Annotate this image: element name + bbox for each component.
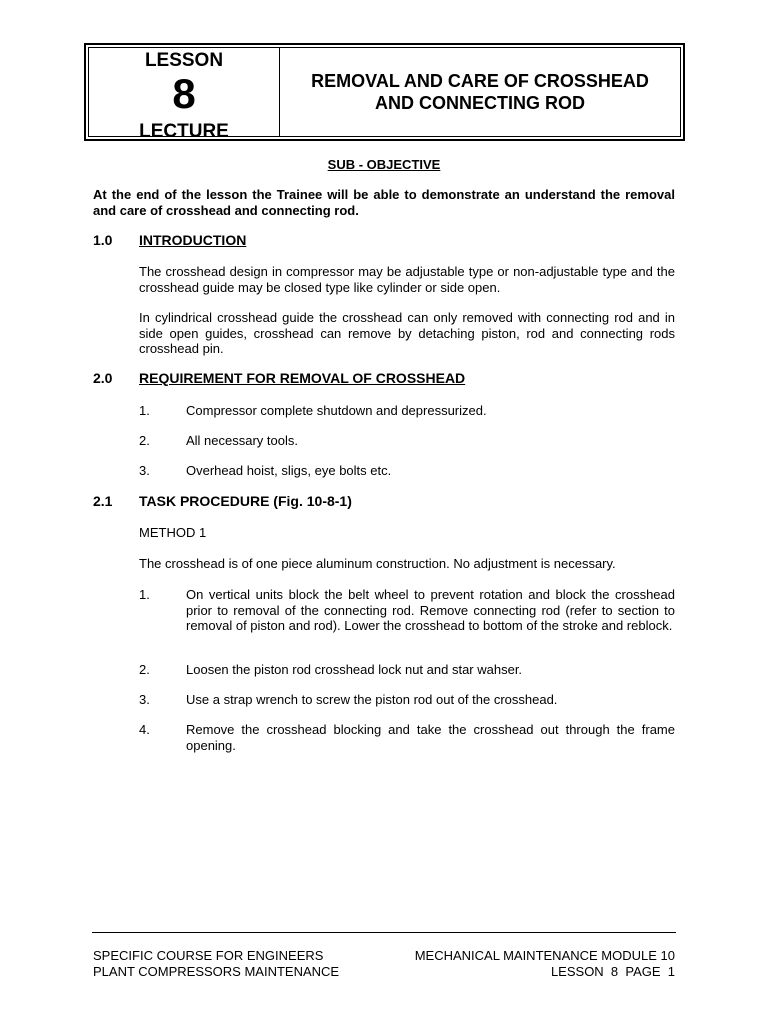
requirement-text: All necessary tools.	[186, 433, 298, 448]
section-2-1-title: TASK PROCEDURE (Fig. 10-8-1)	[139, 493, 352, 509]
step-text: Use a strap wrench to screw the piston rod out of the crosshead.	[186, 692, 558, 707]
requirement-text: Compressor complete shutdown and depressurized.	[186, 403, 487, 418]
section-2-title: REQUIREMENT FOR REMOVAL OF CROSSHEAD	[139, 370, 466, 386]
step-text: On vertical units block the belt wheel to prevent rotation and block the crosshead prior to removal of the connecting rod. Remove connecting rod (refer to section to removal of piston and rod). Lower the crosshead to bottom of the stroke and reblock.	[186, 587, 675, 633]
lesson-title-line2: AND CONNECTING ROD	[375, 93, 585, 113]
requirement-number: 1.	[139, 403, 150, 418]
section-1-number: 1.0	[93, 232, 113, 248]
section-1-title: INTRODUCTION	[139, 232, 247, 248]
method-label: METHOD 1	[139, 525, 207, 540]
lesson-label: LESSON	[144, 50, 224, 71]
footer-left-line1: SPECIFIC COURSE FOR ENGINEERS	[93, 948, 324, 963]
requirement-number: 2.	[139, 433, 150, 448]
step-number: 2.	[139, 662, 150, 677]
lesson-header-box	[84, 43, 685, 141]
footer-right-line2: LESSON 8 PAGE 1	[550, 964, 675, 979]
footer-right-line1: MECHANICAL MAINTENANCE MODULE 10	[414, 948, 675, 963]
intro-paragraph-1: The crosshead design in compressor may be adjustable type or non-adjustable type and the crosshead guide may be closed type like cylinder or side open.	[139, 264, 675, 295]
intro-paragraph-2: In cylindrical crosshead guide the crosshead can only removed with connecting rod and in side open guides, crosshead can remove by detaching piston, rod and connecting rods crosshead pin.	[139, 310, 675, 356]
lesson-title-line1: REMOVAL AND CARE OF CROSSHEAD	[311, 71, 649, 91]
method-intro: The crosshead is of one piece aluminum construction. No adjustment is necessary.	[139, 556, 616, 571]
lesson-title	[280, 48, 680, 136]
section-2-1-number: 2.1	[93, 493, 113, 509]
sub-objective-heading: SUB - OBJECTIVE	[327, 157, 441, 172]
lesson-number: 8	[172, 70, 196, 117]
requirement-number: 3.	[139, 463, 150, 478]
step-number: 3.	[139, 692, 150, 707]
sub-objective-text: At the end of the lesson the Trainee will be able to demonstrate an understand the removal and care of crosshead and connecting rod.	[93, 187, 675, 218]
step-number: 1.	[139, 587, 150, 602]
footer-divider	[92, 932, 676, 933]
step-number: 4.	[139, 722, 150, 737]
lesson-badge	[89, 48, 280, 142]
step-text: Loosen the piston rod crosshead lock nut and star wahser.	[186, 662, 523, 677]
requirement-text: Overhead hoist, sligs, eye bolts etc.	[186, 463, 392, 478]
lecture-label: LECTURE	[139, 121, 229, 142]
footer-left-line2: PLANT COMPRESSORS MAINTENANCE	[93, 964, 340, 979]
step-text: Remove the crosshead blocking and take the crosshead out through the frame opening.	[186, 722, 675, 753]
section-2-number: 2.0	[93, 370, 113, 386]
